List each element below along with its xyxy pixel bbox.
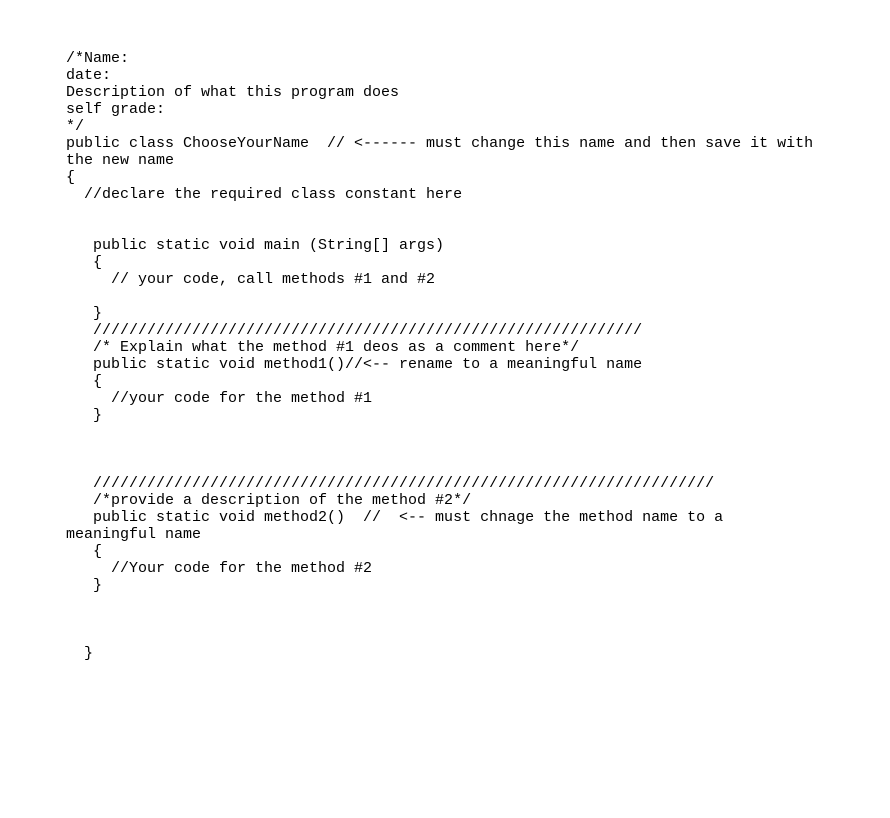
- comment-end-line: */: [66, 118, 85, 135]
- blank-line: [66, 203, 826, 220]
- method2-close-brace: }: [66, 577, 103, 594]
- method1-open-brace: {: [66, 373, 103, 390]
- comment-name-line: /*Name:: [66, 50, 130, 67]
- method1-close-brace: }: [66, 407, 103, 424]
- main-close-brace: }: [66, 305, 103, 322]
- constant-comment-line: //declare the required class constant here: [66, 186, 463, 203]
- method2-signature-line: public static void method2() // <-- must chnage the method name to a: [66, 509, 724, 526]
- class-declaration-line: public class ChooseYourName // <------ must change this name and then save it with: [66, 135, 814, 152]
- class-open-brace: {: [66, 169, 76, 186]
- comment-date-line: date:: [66, 67, 112, 84]
- code-document: [66, 50, 826, 662]
- blank-line: [66, 628, 826, 645]
- class-close-brace: }: [66, 645, 94, 662]
- method2-body-comment: //Your code for the method #2: [66, 560, 373, 577]
- blank-line: [66, 458, 826, 475]
- blank-line: [66, 594, 826, 611]
- blank-line: [66, 288, 826, 305]
- blank-line: [66, 611, 826, 628]
- method2-signature-wrap-line: meaningful name: [66, 526, 202, 543]
- main-signature-line: public static void main (String[] args): [66, 237, 445, 254]
- blank-line: [66, 220, 826, 237]
- method2-description-comment: /*provide a description of the method #2*/: [66, 492, 472, 509]
- method1-body-comment: //your code for the method #1: [66, 390, 373, 407]
- main-open-brace: {: [66, 254, 103, 271]
- method1-signature-line: public static void method1()//<-- rename to a meaningful name: [66, 356, 643, 373]
- comment-description-line: Description of what this program does: [66, 84, 400, 101]
- separator-line-2: /////////////////////////////////////////////////////////////////////: [66, 475, 715, 492]
- method2-open-brace: {: [66, 543, 103, 560]
- comment-self-grade-line: self grade:: [66, 101, 166, 118]
- blank-line: [66, 441, 826, 458]
- class-declaration-wrap-line: the new name: [66, 152, 175, 169]
- method1-description-comment: /* Explain what the method #1 deos as a comment here*/: [66, 339, 580, 356]
- blank-line: [66, 424, 826, 441]
- separator-line-1: /////////////////////////////////////////////////////////////: [66, 322, 643, 339]
- main-body-comment: // your code, call methods #1 and #2: [66, 271, 436, 288]
